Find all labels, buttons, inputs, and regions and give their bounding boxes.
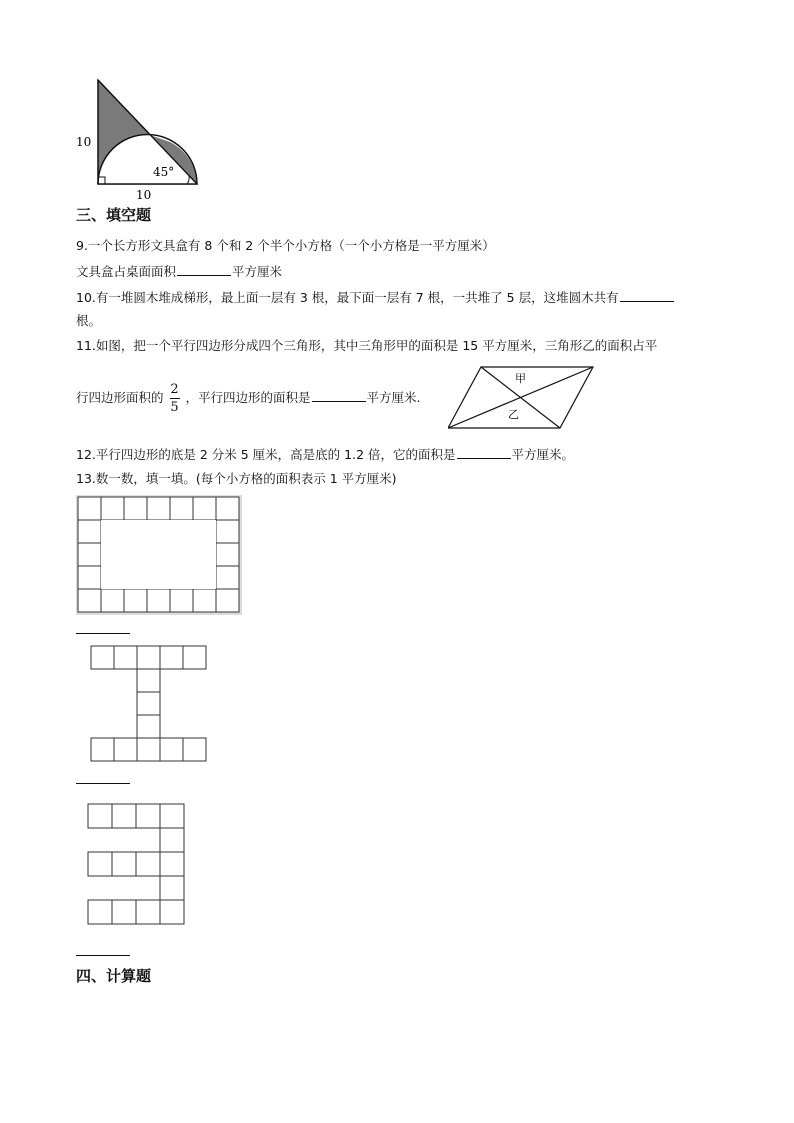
grid3-answer-line[interactable] (76, 955, 130, 956)
label-jia: 甲 (515, 372, 526, 385)
fraction-two-fifths: $\frac{2}{5}$ (170, 382, 179, 415)
grid-three-shape-figure (86, 802, 186, 926)
q11-text-a: 行四边形面积的 (76, 390, 164, 405)
q11-line1: 11.如图，把一个平行四边形分成四个三角形，其中三角形甲的面积是 15 平方厘米，三角形乙的面积占平 (76, 338, 658, 353)
grid1-answer-line[interactable] (76, 633, 130, 634)
q9-text-a: 文具盒占桌面面积 (76, 264, 177, 279)
section-title-fill-blank: 三、填空题 (76, 206, 152, 224)
q10-line2: 根。 (76, 313, 102, 328)
q9-line2 (76, 263, 282, 280)
q10-text-a: 10.有一堆圆木堆成梯形，最上面一层有 3 根，最下面一层有 7 根，一共堆了 5 层，这堆圆木共有 (76, 290, 619, 305)
q11-text-b: ，平行四边形的面积是 (185, 390, 311, 405)
q11-answer-blank[interactable] (312, 389, 366, 402)
q12-answer-blank[interactable] (457, 446, 511, 459)
q12-line (76, 446, 574, 463)
q9-answer-blank[interactable] (177, 263, 231, 276)
q9-text-b: 平方厘米 (232, 264, 283, 279)
q11-text-c: 平方厘米. (366, 390, 421, 405)
label-yi: 乙 (508, 408, 519, 421)
triangle-semicircle-figure (70, 74, 210, 204)
q9-line1: 9.一个长方形文具盒有 8 个和 2 个半个小方格（一个小方格是一平方厘米） (76, 238, 495, 253)
q10-answer-blank[interactable] (620, 289, 674, 302)
label-angle: 45° (153, 165, 175, 179)
grid-i-shape-figure (90, 645, 212, 765)
label-left-10: 10 (76, 135, 92, 149)
q13-line: 13.数一数，填一填。(每个小方格的面积表示 1 平方厘米) (76, 471, 397, 486)
parallelogram-figure (448, 362, 598, 434)
q11-line2 (76, 383, 421, 414)
grid2-answer-line[interactable] (76, 783, 130, 784)
label-bottom-10: 10 (136, 188, 152, 202)
q10-line1 (76, 289, 675, 306)
q12-text-a: 12.平行四边形的底是 2 分米 5 厘米，高是底的 1.2 倍，它的面积是 (76, 447, 456, 462)
section-title-calculation: 四、计算题 (76, 967, 152, 985)
q12-text-b: 平方厘米。 (511, 447, 575, 462)
grid-frame-figure (76, 495, 242, 615)
